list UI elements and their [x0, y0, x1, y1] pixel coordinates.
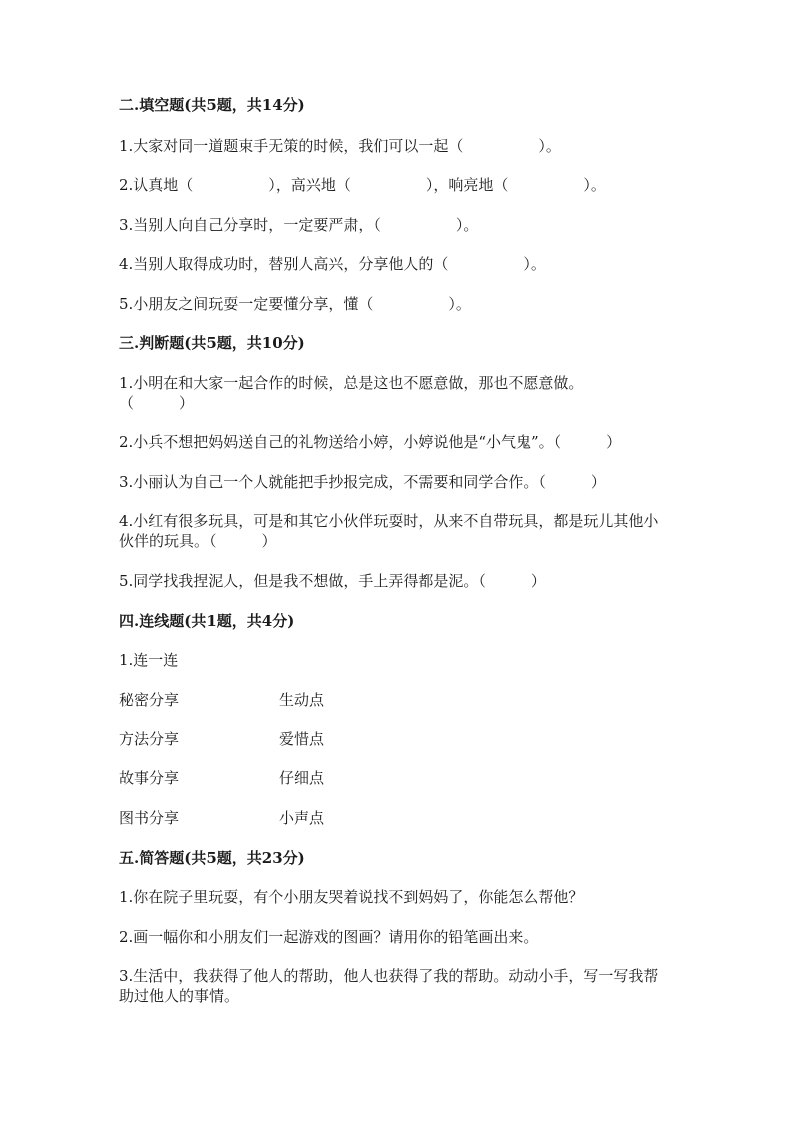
short-question-3: 3.生活中，我获得了他人的帮助，他人也获得了我的帮助。动动小手，写一写我帮助过他人的事情。 — [119, 967, 659, 1005]
section-heading-short: 五.简答题(共5题，共23分) — [119, 849, 305, 867]
match-left-item: 方法分享 — [119, 730, 180, 748]
fill-question-5: 5.小朋友之间玩耍一定要懂分享，懂（ ）。 — [119, 295, 471, 313]
match-left-item: 故事分享 — [119, 769, 180, 787]
judge-question-1: 1.小明在和大家一起合作的时候，总是这也不愿意做，那也不愿意做。（ ） — [119, 374, 584, 412]
fill-question-2: 2.认真地（ ），高兴地（ ），响亮地（ ）。 — [119, 176, 606, 194]
fill-question-1: 1.大家对同一道题束手无策的时候，我们可以一起（ ）。 — [119, 137, 561, 155]
match-left-item: 图书分享 — [119, 809, 180, 827]
short-question-1: 1.你在院子里玩耍，有个小朋友哭着说找不到妈妈了，你能怎么帮他？ — [119, 888, 584, 906]
fill-question-4: 4.当别人取得成功时，替别人高兴，分享他人的（ ）。 — [119, 255, 546, 273]
match-right-item: 仔细点 — [279, 769, 325, 787]
section-heading-judge: 三.判断题(共5题，共10分) — [119, 334, 305, 352]
match-prompt: 1.连一连 — [119, 651, 179, 669]
judge-question-4: 4.小红有很多玩具，可是和其它小伙伴玩耍时，从来不自带玩具，都是玩儿其他小伙伴的玩具。（ ） — [119, 512, 659, 550]
match-right-item: 爱惜点 — [279, 730, 325, 748]
fill-question-3: 3.当别人向自己分享时，一定要严肃，（ ）。 — [119, 216, 479, 234]
judge-question-3: 3.小丽认为自己一个人就能把手抄报完成，不需要和同学合作。（ ） — [119, 473, 606, 491]
match-right-item: 生动点 — [279, 691, 325, 709]
match-right-item: 小声点 — [279, 809, 325, 827]
short-question-2: 2.画一幅你和小朋友们一起游戏的图画？请用你的铅笔画出来。 — [119, 928, 539, 946]
match-left-item: 秘密分享 — [119, 691, 180, 709]
judge-question-2: 2.小兵不想把妈妈送自己的礼物送给小婷，小婷说他是“小气鬼”。（ ） — [119, 433, 622, 451]
judge-question-5: 5.同学找我捏泥人，但是我不想做，手上弄得都是泥。（ ） — [119, 572, 546, 590]
section-heading-fill: 二.填空题(共5题，共14分) — [119, 96, 305, 114]
section-heading-match: 四.连线题(共1题，共4分) — [119, 612, 295, 630]
